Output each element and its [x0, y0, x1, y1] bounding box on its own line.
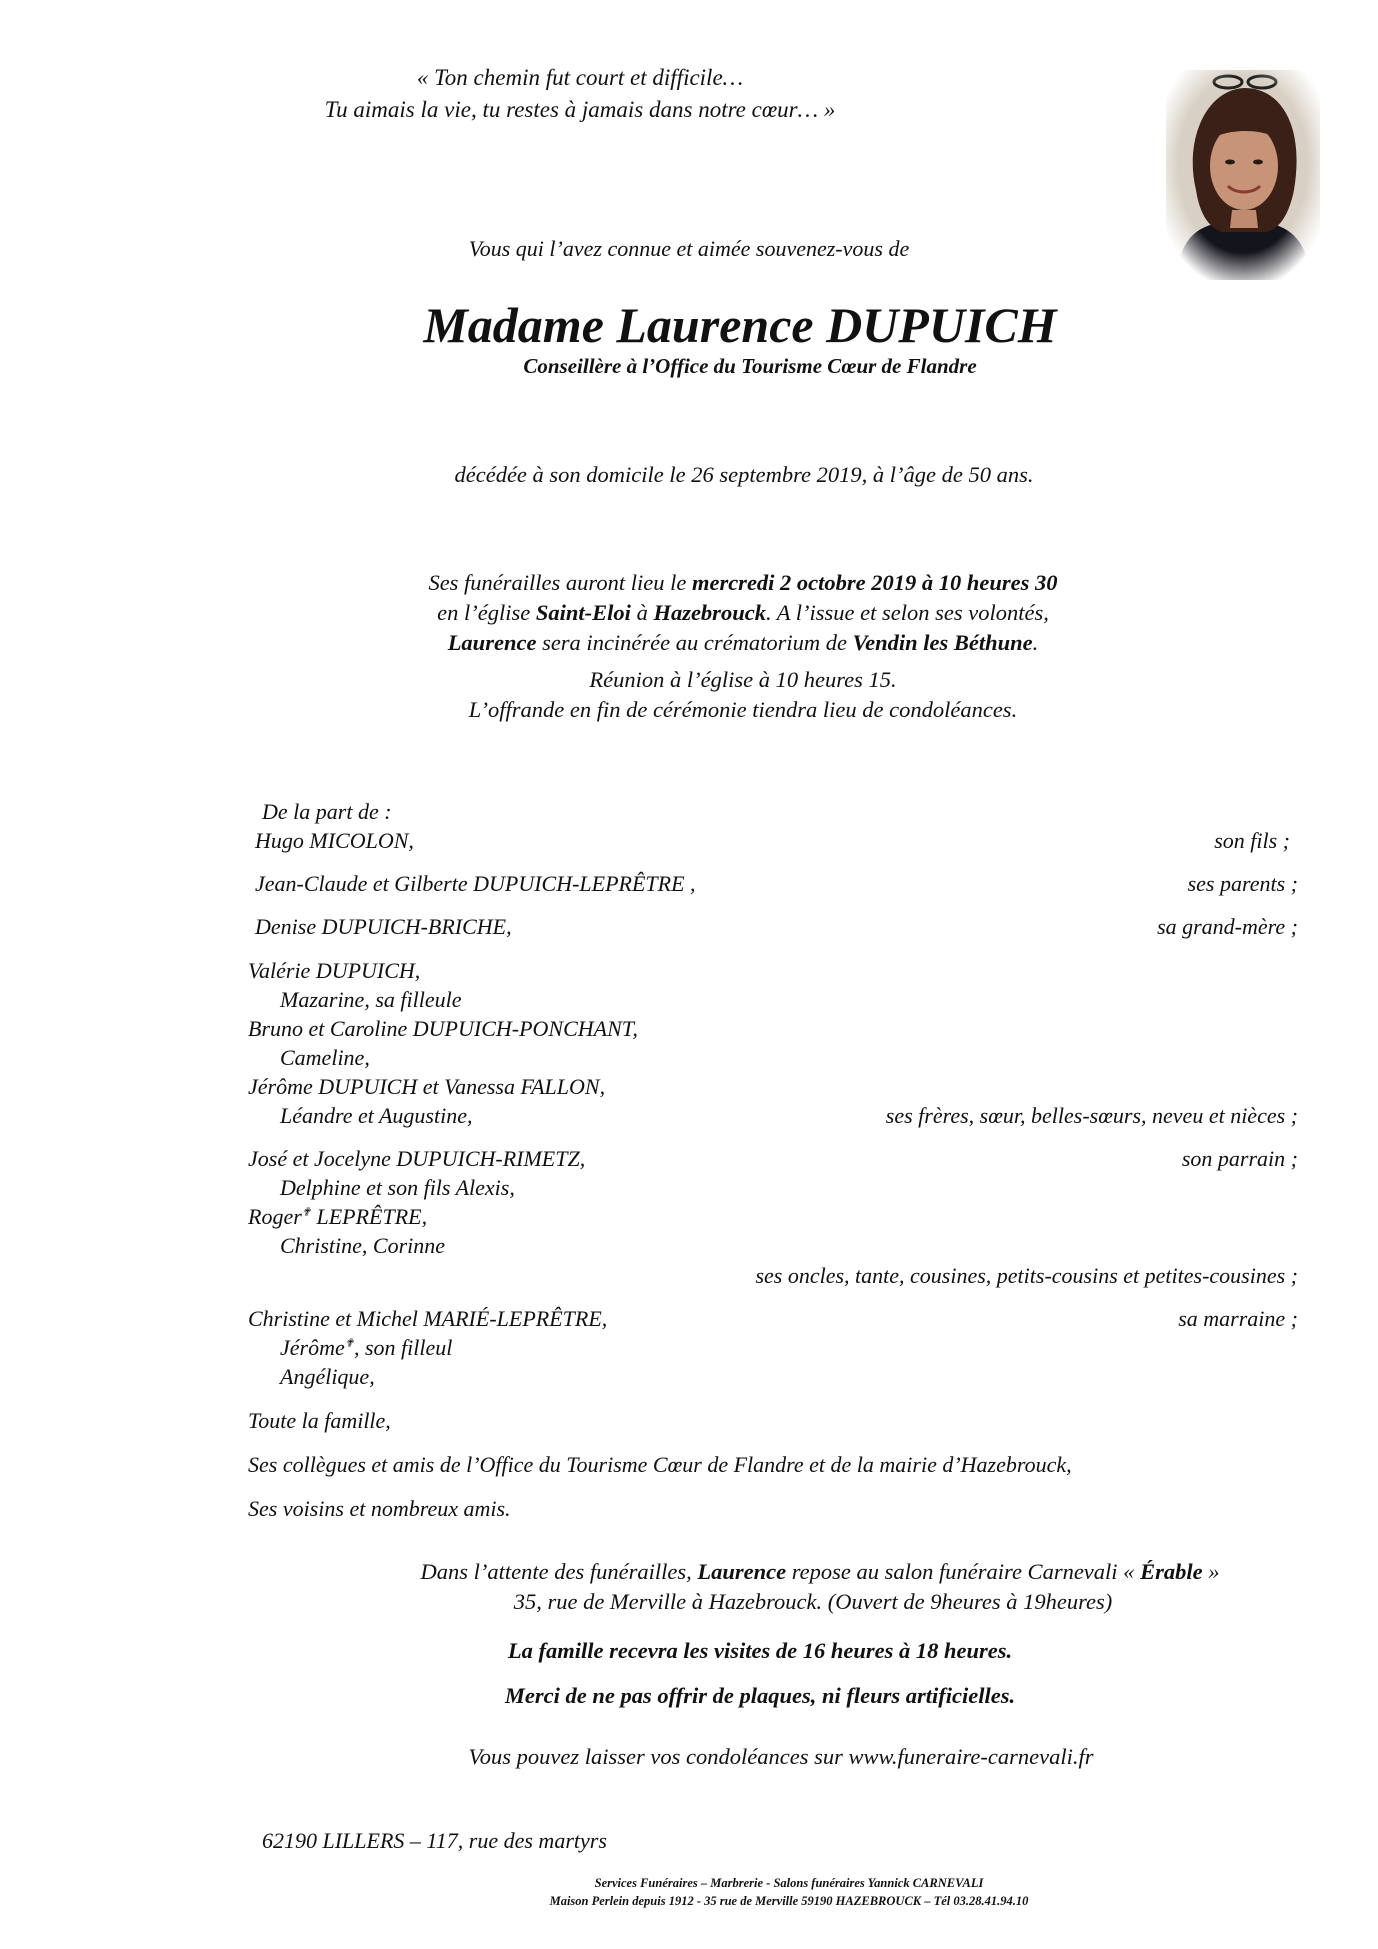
- offering-note: L’offrande en fin de cérémonie tiendra lieu de condoléances.: [468, 697, 1018, 722]
- cross-icon: ✟: [344, 1337, 354, 1350]
- family-member: Bruno et Caroline DUPUICH-PONCHANT,: [248, 1016, 638, 1041]
- quote-line-1: « Ton chemin fut court et difficile…: [416, 65, 744, 90]
- family-row: [248, 1144, 1298, 1173]
- family-row: [248, 912, 1298, 941]
- footer: [0, 1874, 1378, 1910]
- family-member: Denise DUPUICH-BRICHE,: [255, 914, 512, 939]
- family-member: José et Jocelyne DUPUICH-RIMETZ,: [248, 1146, 586, 1171]
- member-name: , son filleul: [353, 1335, 453, 1360]
- rest-line-1: [0, 1557, 1378, 1587]
- funeral-details: [0, 568, 1378, 658]
- no-plaques-notice: Merci de ne pas offrir de plaques, ni fleurs artificielles.: [504, 1683, 1016, 1708]
- family-row: [248, 1406, 1298, 1435]
- family-row: [248, 985, 1298, 1014]
- rest-text: Dans l’attente des funérailles,: [420, 1559, 698, 1584]
- family-member: Toute la famille,: [248, 1408, 391, 1433]
- family-member: Ses voisins et nombreux amis.: [248, 1496, 511, 1521]
- funeral-text: .: [1032, 630, 1039, 655]
- family-member: Ses collègues et amis de l’Office du Tourisme Cœur de Flandre et de la mairie d’Hazebrouck,: [248, 1452, 1072, 1477]
- footer-line-1: Services Funéraires – Marbrerie - Salons funéraires Yannick CARNEVALI: [594, 1876, 984, 1890]
- family-row: [248, 1261, 1298, 1290]
- family-row: [248, 1304, 1298, 1333]
- funeral-text: en l’église: [437, 600, 536, 625]
- family-member: [248, 1333, 452, 1362]
- family-relation: sa grand-mère ;: [1157, 914, 1298, 939]
- family-row: [248, 1014, 1298, 1043]
- footer-line-2: Maison Perlein depuis 1912 - 35 rue de Merville 59190 HAZEBROUCK – Tél 03.28.41.94.10: [549, 1894, 1029, 1908]
- rest-text: repose au salon funéraire Carnevali «: [786, 1559, 1141, 1584]
- member-name: LEPRÊTRE,: [310, 1204, 428, 1229]
- family-header: De la part de :: [262, 799, 392, 824]
- condolences-notice: Vous pouvez laisser vos condoléances sur www.funeraire-carnevali.fr: [468, 1744, 1094, 1769]
- family-row: [248, 1362, 1298, 1391]
- family-row: [248, 1494, 1298, 1523]
- funeral-line-3: [0, 628, 1378, 658]
- funeral-text: . A l’issue et selon ses volontés,: [765, 600, 1049, 625]
- first-name: Laurence: [697, 1559, 787, 1584]
- funeral-text: sera incinérée au crématorium de: [536, 630, 853, 655]
- rest-text: »: [1202, 1559, 1220, 1584]
- family-member: Christine et Michel MARIÉ-LEPRÊTRE,: [248, 1306, 608, 1331]
- intro-text: Vous qui l’avez connue et aimée souvenez-vous de: [468, 236, 910, 261]
- rest-notice: [0, 1557, 1378, 1617]
- family-relation: ses parents ;: [1187, 871, 1298, 896]
- member-name: Roger: [248, 1204, 302, 1229]
- family-member: Mazarine, sa filleule: [280, 987, 462, 1012]
- family-row: [248, 1333, 1298, 1362]
- family-member: Cameline,: [280, 1045, 370, 1070]
- funeral-line-1: [0, 568, 1378, 598]
- family-row: [248, 869, 1298, 898]
- cross-icon: ✟: [301, 1206, 311, 1219]
- first-name: Laurence: [447, 630, 537, 655]
- family-row: [248, 826, 1298, 855]
- family-member: [248, 1202, 427, 1231]
- family-member: Jean-Claude et Gilberte DUPUICH-LEPRÊTRE ,: [255, 871, 696, 896]
- deceased-role: Conseillère à l’Office du Tourisme Cœur de Flandre: [523, 354, 977, 378]
- family-member: Jérôme DUPUICH et Vanessa FALLON,: [248, 1074, 606, 1099]
- member-name: Jérôme: [280, 1335, 345, 1360]
- family-relation: sa marraine ;: [1178, 1306, 1298, 1331]
- epigraph-quote: [0, 62, 1160, 126]
- family-member: Delphine et son fils Alexis,: [280, 1175, 515, 1200]
- family-row: [248, 1101, 1298, 1130]
- family-relation: son fils ;: [1214, 828, 1290, 853]
- deceased-name: Madame Laurence DUPUICH: [423, 297, 1057, 353]
- funeral-text: à: [630, 600, 654, 625]
- church-name: Saint-Eloi: [535, 600, 631, 625]
- family-row: [248, 1231, 1298, 1260]
- family-member: Valérie DUPUICH,: [248, 958, 421, 983]
- family-header-row: [248, 797, 1298, 826]
- funeral-text: Ses funérailles auront lieu le: [428, 570, 692, 595]
- family-row: [248, 1173, 1298, 1202]
- family-row: [248, 1202, 1298, 1231]
- family-relation: son parrain ;: [1181, 1146, 1298, 1171]
- crematorium-name: Vendin les Béthune: [852, 630, 1033, 655]
- visits-notice: La famille recevra les visites de 16 heures à 18 heures.: [507, 1638, 1013, 1663]
- funeral-date: mercredi 2 octobre 2019 à 10 heures 30: [691, 570, 1058, 595]
- remembrance-intro: [0, 236, 1378, 262]
- family-row: [248, 1072, 1298, 1101]
- family-row: [248, 1043, 1298, 1072]
- death-notice: décédée à son domicile le 26 septembre 2019, à l’âge de 50 ans.: [454, 462, 1034, 487]
- family-row: [248, 956, 1298, 985]
- family-member: Hugo MICOLON,: [255, 828, 414, 853]
- town-name: Hazebrouck: [653, 600, 766, 625]
- salon-name: Érable: [1140, 1559, 1203, 1584]
- family-member: Léandre et Augustine,: [280, 1103, 473, 1128]
- family-member: Christine, Corinne: [280, 1233, 446, 1258]
- family-row: [248, 1450, 1298, 1479]
- address: 62190 LILLERS – 117, rue des martyrs: [262, 1828, 607, 1853]
- meeting-time: Réunion à l’église à 10 heures 15.: [589, 667, 897, 692]
- funeral-line-2: [0, 598, 1378, 628]
- family-member: Angélique,: [280, 1364, 375, 1389]
- meeting-details: [0, 665, 1378, 725]
- family-relation: ses frères, sœur, belles-sœurs, neveu et nièces ;: [885, 1103, 1298, 1128]
- family-relation: ses oncles, tante, cousines, petits-cousins et petites-cousines ;: [755, 1263, 1298, 1288]
- rest-line-2: 35, rue de Merville à Hazebrouck. (Ouvert de 9heures à 19heures): [513, 1589, 1113, 1614]
- quote-line-2: Tu aimais la vie, tu restes à jamais dans notre cœur… »: [324, 97, 836, 122]
